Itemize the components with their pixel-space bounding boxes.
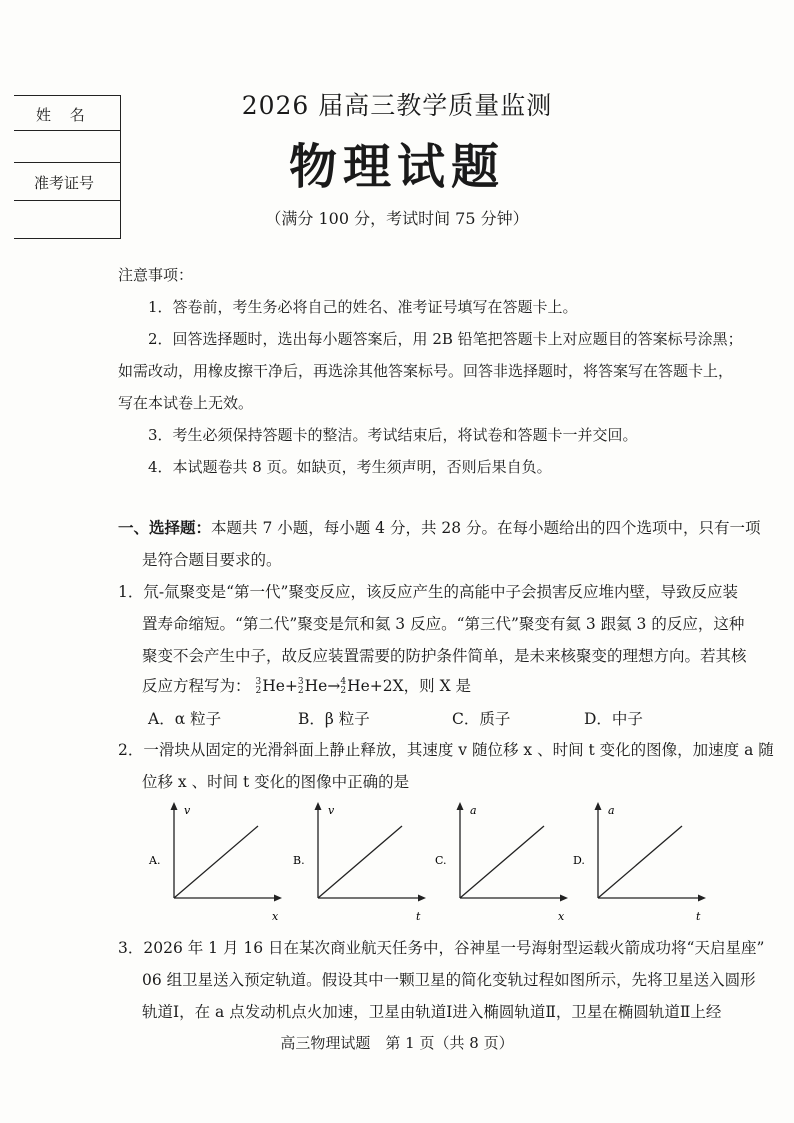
section-1-heading-line-2: 是符合题目要求的。 xyxy=(142,551,282,569)
plus-sign: + xyxy=(284,677,298,695)
graph-c-x-arrow xyxy=(560,895,568,902)
graph-c-label: C. xyxy=(435,854,447,867)
graph-a-x-label: x xyxy=(272,910,279,923)
graph-d-x-arrow xyxy=(698,895,706,902)
notice-item-2-line-1: 2．回答选择题时，选出每小题答案后，用 2B 铅笔把答题卡上对应题目的答案标号涂黑； xyxy=(148,330,743,348)
page-footer: 高三物理试题 第 1 页（共 8 页） xyxy=(280,1034,514,1052)
q2-line-2: 位移 x 、时间 t 变化的图像中正确的是 xyxy=(142,773,410,791)
graph-c xyxy=(432,798,572,926)
q1-option-d: D．中子 xyxy=(584,710,643,728)
q1-equation xyxy=(142,674,471,696)
q1-line-2: 置寿命缩短。“第二代”聚变是氘和氦 3 反应。“第三代”聚变有氦 3 跟氦 3 的反应，这种 xyxy=(142,615,745,633)
exam-id-label: 准考证号 xyxy=(34,174,95,192)
graph-a-curve xyxy=(174,826,258,898)
helium-symbol-c: He xyxy=(347,677,370,695)
graph-a-label: A. xyxy=(149,854,161,867)
notice-item-2-line-2: 如需改动，用橡皮擦干净后，再选涂其他答案标号。回答非选择题时，将答案写在答题卡上， xyxy=(118,362,734,380)
helium3-isotope-a: 3 2 xyxy=(255,677,262,696)
q3-line-1: 3．2026 年 1 月 16 日在某次商业航天任务中，谷神星一号海射型运载火箭成功将“天启星座” xyxy=(118,939,765,957)
graph-b-curve xyxy=(318,826,402,898)
graph-d-x-label: t xyxy=(696,910,701,923)
graph-a-y-arrow xyxy=(171,802,178,810)
graph-d-y-label: a xyxy=(608,804,615,817)
q1-eq-tail: +2X，则 X 是 xyxy=(369,677,472,695)
notice-item-2-line-3: 写在本试卷上无效。 xyxy=(118,394,254,412)
graph-d xyxy=(570,798,710,926)
graph-a xyxy=(146,798,286,926)
notice-item-4: 4．本试题卷共 8 页。如缺页，考生须声明，否则后果自负。 xyxy=(148,458,552,476)
graph-b-label: B. xyxy=(293,854,305,867)
graph-d-y-arrow xyxy=(595,802,602,810)
exam-subtitle: （满分 100 分，考试时间 75 分钟） xyxy=(265,209,529,228)
q1-line-3: 聚变不会产生中子，故反应装置需要的防护条件简单，是未来核聚变的理想方向。若其核 xyxy=(142,647,747,665)
helium4-isotope: 4 2 xyxy=(340,677,347,696)
graph-c-curve xyxy=(460,826,544,898)
exam-id-row-divider xyxy=(14,200,120,201)
graph-c-x-label: x xyxy=(558,910,565,923)
section-1-heading-rest: 本题共 7 小题，每小题 4 分，共 28 分。在每小题给出的四个选项中，只有一项 xyxy=(211,519,761,537)
notice-item-1: 1．答卷前，考生务必将自己的姓名、准考证号填写在答题卡上。 xyxy=(148,298,578,316)
exam-title: 2026 届高三教学质量监测 xyxy=(241,91,553,120)
helium-symbol-a: He xyxy=(262,677,285,695)
name-label: 姓 名 xyxy=(36,106,85,124)
q1-option-b: B．β 粒子 xyxy=(298,710,370,728)
graph-b xyxy=(290,798,430,926)
graph-d-label: D. xyxy=(573,854,585,867)
graph-b-x-label: t xyxy=(416,910,421,923)
graph-b-y-label: v xyxy=(328,804,335,817)
q2-line-1: 2．一滑块从固定的光滑斜面上静止释放，其速度 v 随位移 x 、时间 t 变化的图像，加速度 a 随 xyxy=(118,741,774,759)
graph-a-y-label: v xyxy=(184,804,191,817)
reaction-arrow: → xyxy=(327,677,341,695)
notice-item-3: 3．考生必须保持答题卡的整洁。考试结束后，将试卷和答题卡一并交回。 xyxy=(148,426,638,444)
q1-option-c: C．质子 xyxy=(452,710,511,728)
q1-option-a: A．α 粒子 xyxy=(148,710,222,728)
q1-eq-prefix: 反应方程写为： xyxy=(142,677,251,695)
q3-line-2: 06 组卫星送入预定轨道。假设其中一颗卫星的简化变轨过程如图所示，先将卫星送入圆形 xyxy=(142,971,756,989)
helium-symbol-b: He xyxy=(304,677,328,695)
graph-d-curve xyxy=(598,826,682,898)
q1-line-1: 1．氘-氚聚变是“第一代”聚变反应，该反应产生的高能中子会损害反应堆内壁，导致反应装 xyxy=(118,583,738,601)
section-1-heading-bold: 一、选择题： xyxy=(118,518,212,537)
graph-a-x-arrow xyxy=(274,895,282,902)
helium3-isotope-b: 3 2 xyxy=(297,677,304,696)
q3-line-3: 轨道Ⅰ，在 a 点发动机点火加速，卫星由轨道Ⅰ进入椭圆轨道Ⅱ，卫星在椭圆轨道Ⅱ上经 xyxy=(142,1003,722,1021)
notice-heading: 注意事项： xyxy=(118,266,194,284)
graph-c-y-label: a xyxy=(470,804,477,817)
section-1-heading xyxy=(118,516,761,538)
graph-c-y-arrow xyxy=(457,802,464,810)
subject-title: 物理试题 xyxy=(288,139,505,195)
graph-b-x-arrow xyxy=(418,895,426,902)
graph-b-y-arrow xyxy=(315,802,322,810)
